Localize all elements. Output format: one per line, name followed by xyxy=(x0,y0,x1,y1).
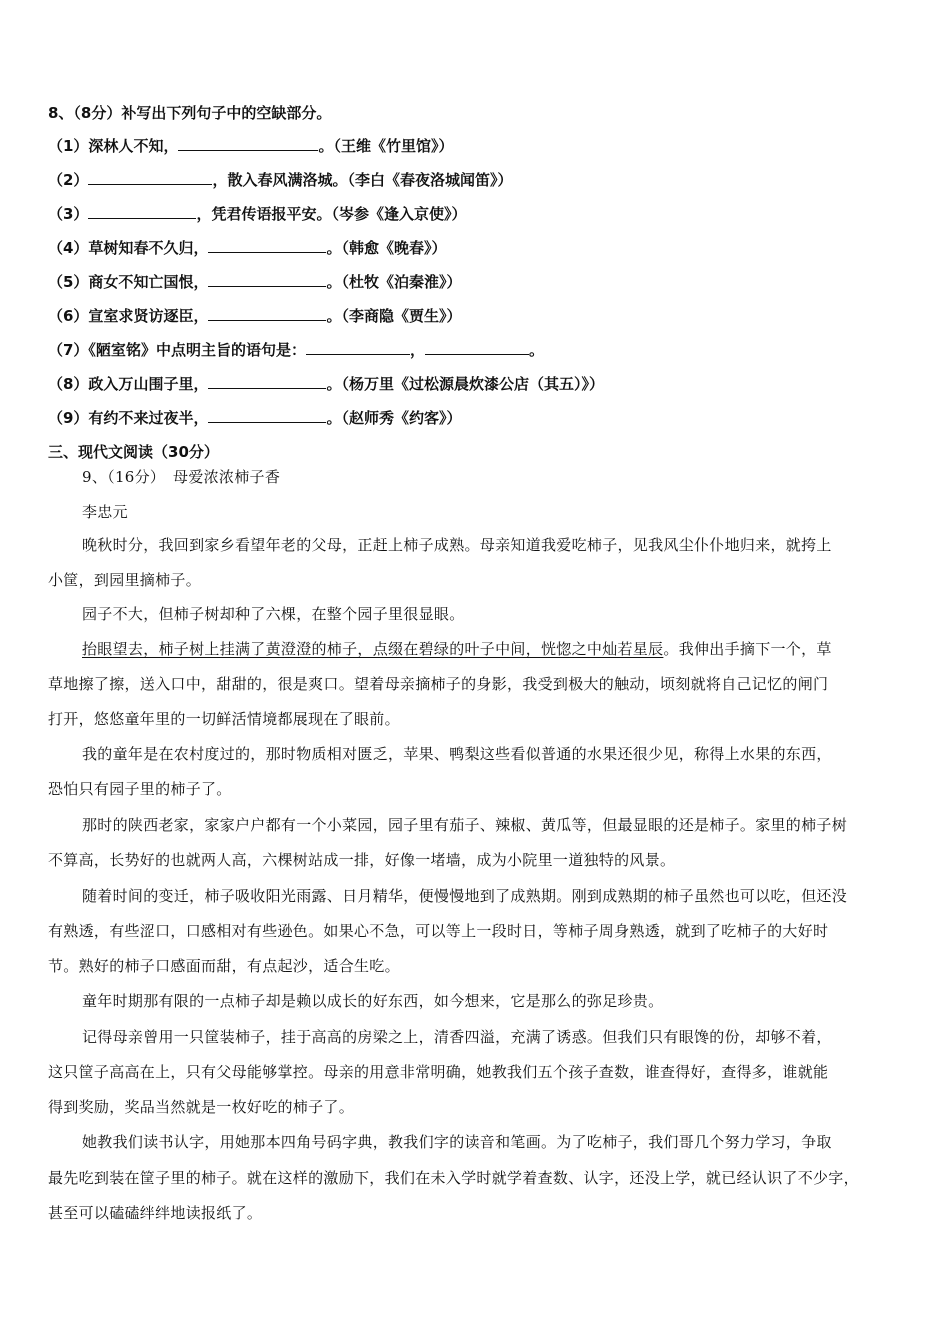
article-line: 我的童年是在农村度过的，那时物质相对匮乏，苹果、鸭梨这些看似普通的水果还很少见，称得上水果的东西， xyxy=(82,745,832,763)
section-3-header: 三、现代文阅读（30分） xyxy=(48,443,219,461)
article-line: 打开，悠悠童年里的一切鲜活情境都展现在了眼前。 xyxy=(48,710,400,728)
answer-blank xyxy=(178,136,318,151)
answer-blank xyxy=(208,374,326,389)
q8-item-2: （2） ，散入春风满洛城。（李白《春夜洛城闻笛》） xyxy=(48,171,513,189)
article-line: 节。熟好的柿子口感面而甜，有点起沙，适合生吃。 xyxy=(48,957,400,975)
q8-item-5: （5）商女不知亡国恨， 。（杜牧《泊秦淮》） xyxy=(48,273,462,291)
q8-item-1: （1）深林人不知， 。（王维《竹里馆》） xyxy=(48,137,454,155)
article-line: 园子不大，但柿子树却种了六棵，在整个园子里很显眼。 xyxy=(82,605,465,623)
article-line: 她教我们读书认字，用她那本四角号码字典，教我们字的读音和笔画。为了吃柿子，我们哥几个努力学习，争取 xyxy=(82,1133,832,1151)
answer-blank xyxy=(88,204,196,219)
article-author: 李忠元 xyxy=(82,503,128,521)
q9-header: 9、（16分） 母爱浓浓柿子香 xyxy=(82,468,281,486)
article-line: 那时的陕西老家，家家户户都有一个小菜园，园子里有茄子、辣椒、黄瓜等，但最显眼的还是柿子。家里的柿子树 xyxy=(82,816,848,834)
article-line: 不算高，长势好的也就两人高，六棵树站成一排，好像一堵墙，成为小院里一道独特的风景。 xyxy=(48,851,676,869)
article-line: 记得母亲曾用一只筐装柿子，挂于高高的房梁之上，清香四溢，充满了诱惑。但我们只有眼馋的份，却够不着， xyxy=(82,1028,832,1046)
q8-item-7: （7）《陋室铭》中点明主旨的语句是： ， 。 xyxy=(48,341,544,359)
answer-blank xyxy=(425,340,529,355)
article-line: 这只筐子高高在上，只有父母能够掌控。母亲的用意非常明确，她教我们五个孩子查数，谁查得好，查得多，谁就能 xyxy=(48,1063,829,1081)
article-line: 晚秋时分，我回到家乡看望年老的父母，正赶上柿子成熟。母亲知道我爱吃柿子，见我风尘仆仆地归来，就挎上 xyxy=(82,536,832,554)
answer-blank xyxy=(306,340,410,355)
article-line: 随着时间的变迁，柿子吸收阳光雨露、日月精华，便慢慢地到了成熟期。刚到成熟期的柿子虽然也可以吃，但还没 xyxy=(82,887,848,905)
article-line: 最先吃到装在筐子里的柿子。就在这样的激励下，我们在未入学时就学着查数、认字，还没上学，就已经认识了不少字， xyxy=(48,1169,859,1187)
article-line-underlined: 抬眼望去，柿子树上挂满了黄澄澄的柿子，点缀在碧绿的叶子中间，恍惚之中灿若星辰。我伸出手摘下一个，草 xyxy=(82,640,832,658)
article-line: 有熟透，有些涩口，口感相对有些逊色。如果心不急，可以等上一段时日，等柿子周身熟透，就到了吃柿子的大好时 xyxy=(48,922,829,940)
answer-blank xyxy=(208,272,326,287)
answer-blank xyxy=(88,170,212,185)
article-line: 得到奖励，奖品当然就是一枚好吃的柿子了。 xyxy=(48,1098,355,1116)
underlined-sentence: 抬眼望去，柿子树上挂满了黄澄澄的柿子，点缀在碧绿的叶子中间，恍惚之中灿若星辰 xyxy=(82,640,664,658)
article-line: 小筐，到园里摘柿子。 xyxy=(48,571,202,589)
q8-header: 8、（8分）补写出下列句子中的空缺部分。 xyxy=(48,104,332,122)
q8-item-6: （6）宣室求贤访逐臣， 。（李商隐《贾生》） xyxy=(48,307,462,325)
q8-item-4: （4）草树知春不久归， 。（韩愈《晚春》） xyxy=(48,239,447,257)
article-line: 甚至可以磕磕绊绊地读报纸了。 xyxy=(48,1204,263,1222)
answer-blank xyxy=(208,408,326,423)
article-line: 恐怕只有园子里的柿子了。 xyxy=(48,780,232,798)
q8-item-8: （8）政入万山围子里， 。（杨万里《过松源晨炊漆公店（其五）》） xyxy=(48,375,604,393)
q8-item-9: （9）有约不来过夜半， 。（赵师秀《约客》） xyxy=(48,409,462,427)
article-line: 草地擦了擦，送入口中，甜甜的，很是爽口。望着母亲摘柿子的身影，我受到极大的触动，顷刻就将自己记忆的闸门 xyxy=(48,675,829,693)
q8-item-3: （3） ，凭君传语报平安。（岑参《逢入京使》） xyxy=(48,205,467,223)
article-line: 童年时期那有限的一点柿子却是赖以成长的好东西，如今想来，它是那么的弥足珍贵。 xyxy=(82,992,664,1010)
answer-blank xyxy=(208,238,326,253)
answer-blank xyxy=(208,306,326,321)
